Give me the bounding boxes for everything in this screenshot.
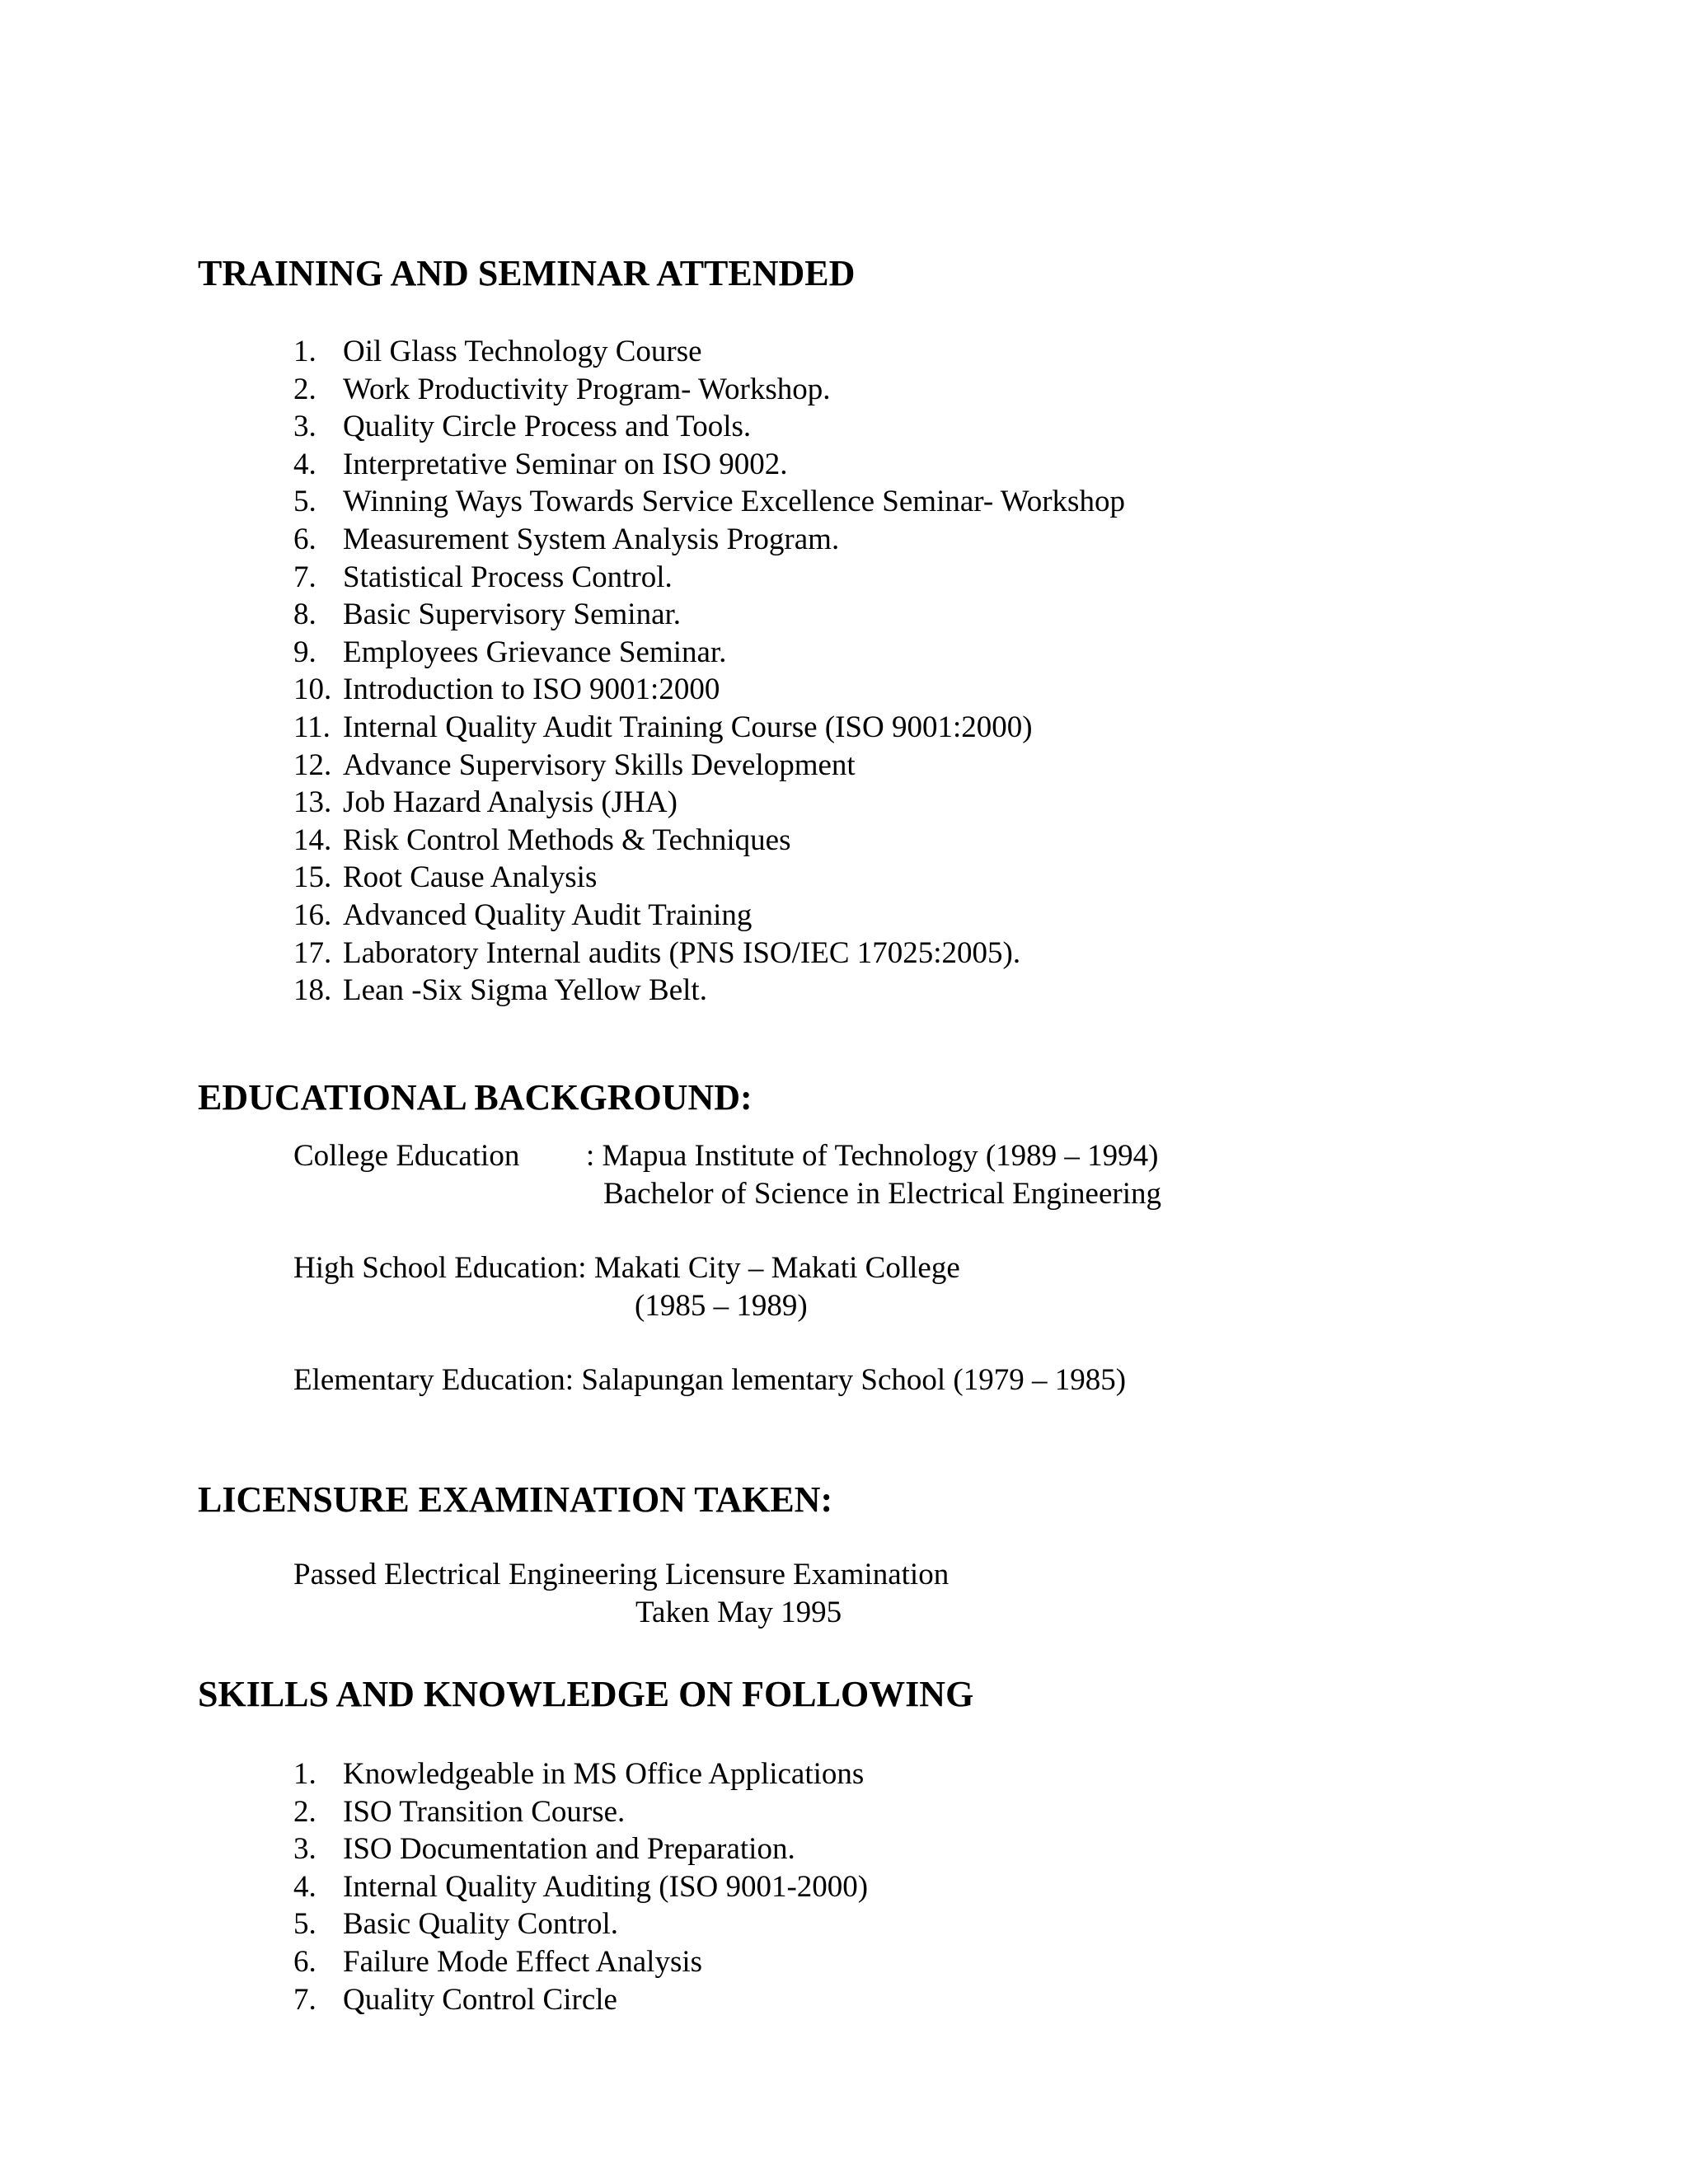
list-number: 6. [293,1944,316,1979]
list-item [293,897,1125,935]
list-text: Oil Glass Technology Course [343,335,702,368]
list-item [293,747,1125,785]
college-school: : Mapua Institute of Technology (1989 – 1994) [586,1139,1159,1173]
training-list [293,333,1125,1010]
highschool-line: High School Education: Makati City – Makati College [293,1251,960,1285]
list-text: Employees Grievance Seminar. [343,635,727,669]
list-text: Knowledgeable in MS Office Applications [343,1757,865,1791]
licensure-exam: Passed Electrical Engineering Licensure Examination [293,1558,950,1591]
list-item [293,521,1125,559]
list-text: Advance Supervisory Skills Development [343,748,856,782]
college-label: College Education [293,1139,520,1173]
list-number: 2. [293,372,316,406]
list-number: 8. [293,598,316,632]
training-heading: TRAINING AND SEMINAR ATTENDED [198,253,856,293]
list-number: 18. [293,973,332,1008]
list-number: 5. [293,485,316,519]
list-item [293,822,1125,860]
list-number: 12. [293,748,332,782]
list-number: 7. [293,560,316,594]
list-item [293,634,1125,672]
list-text: Risk Control Methods & Techniques [343,823,791,857]
list-number: 17. [293,935,332,970]
list-text: Internal Quality Auditing (ISO 9001-2000) [343,1869,869,1904]
list-number: 16. [293,898,332,932]
list-number: 1. [293,1757,316,1791]
list-text: Job Hazard Analysis (JHA) [343,785,678,820]
list-text: ISO Transition Course. [343,1794,626,1829]
list-text: Introduction to ISO 9001:2000 [343,673,720,707]
skills-list [293,1755,868,2018]
list-item [293,972,1125,1010]
list-number: 3. [293,1832,316,1867]
list-item [293,784,1125,822]
list-item [293,596,1125,634]
list-text: Lean -Six Sigma Yellow Belt. [343,973,707,1008]
list-item [293,1981,868,2019]
list-number: 9. [293,635,316,669]
list-text: Basic Supervisory Seminar. [343,598,682,632]
list-number: 6. [293,522,316,556]
licensure-heading: LICENSURE EXAMINATION TAKEN: [198,1479,833,1520]
list-number: 14. [293,823,332,857]
list-number: 7. [293,1982,316,2017]
list-item [293,709,1125,747]
list-number: 1. [293,335,316,368]
list-number: 15. [293,860,332,895]
list-number: 5. [293,1907,316,1942]
list-item [293,1793,868,1831]
licensure-date: Taken May 1995 [635,1596,842,1629]
list-item [293,671,1125,709]
list-item [293,1755,868,1793]
list-text: ISO Documentation and Preparation. [343,1832,795,1867]
list-text: Interpretative Seminar on ISO 9002. [343,447,788,481]
list-text: Laboratory Internal audits (PNS ISO/IEC 17025:2005). [343,935,1021,970]
list-text: Basic Quality Control. [343,1907,618,1942]
list-item [293,446,1125,484]
list-item [293,1943,868,1981]
list-item [293,371,1125,409]
list-number: 4. [293,447,316,481]
list-item [293,1905,868,1943]
list-number: 11. [293,710,331,744]
list-text: Failure Mode Effect Analysis [343,1944,703,1979]
list-text: Winning Ways Towards Service Excellence Seminar- Workshop [343,485,1125,519]
list-text: Statistical Process Control. [343,560,673,594]
list-text: Quality Control Circle [343,1982,617,2017]
list-item [293,483,1125,521]
highschool-years: (1985 – 1989) [635,1289,808,1323]
list-text: Advanced Quality Audit Training [343,898,753,932]
list-text: Internal Quality Audit Training Course (ISO 9001:2000) [343,710,1033,744]
college-degree: Bachelor of Science in Electrical Engineering [603,1177,1162,1211]
list-item [293,859,1125,897]
list-number: 13. [293,785,332,820]
list-number: 2. [293,1794,316,1829]
list-text: Work Productivity Program- Workshop. [343,372,831,406]
list-number: 3. [293,410,316,444]
list-item [293,333,1125,371]
list-text: Quality Circle Process and Tools. [343,410,752,444]
elementary-line: Elementary Education: Salapungan lementary School (1979 – 1985) [293,1363,1127,1397]
skills-heading: SKILLS AND KNOWLEDGE ON FOLLOWING [198,1674,974,1714]
list-text: Measurement System Analysis Program. [343,522,840,556]
education-heading: EDUCATIONAL BACKGROUND: [198,1077,753,1118]
list-item [293,1868,868,1906]
list-text: Root Cause Analysis [343,860,598,895]
list-number: 4. [293,1869,316,1904]
list-number: 10. [293,673,332,707]
list-item [293,559,1125,597]
list-item [293,408,1125,446]
list-item [293,1830,868,1868]
list-item [293,935,1125,972]
